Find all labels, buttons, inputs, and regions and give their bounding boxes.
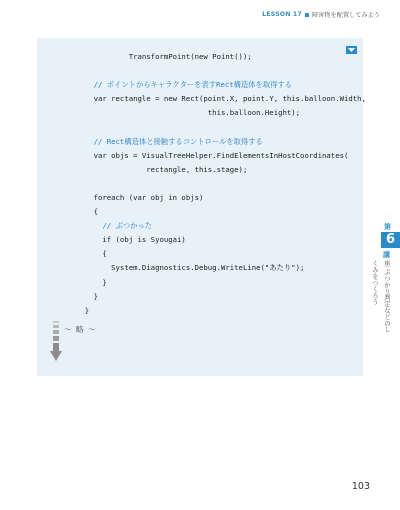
code-line: rectangle, this.stage); <box>76 164 248 174</box>
code-line: System.Diagnostics.Debug.WriteLine("あたり"); <box>76 263 305 273</box>
code-line: this.balloon.Height); <box>76 108 301 118</box>
omission-arrow-icon <box>50 321 62 365</box>
code-line: } <box>76 277 107 287</box>
code-comment: // ポイントからキャラクターを表すRect構造体を取得する <box>76 80 293 90</box>
code-comment: // Rect構造体と接触するコントロールを取得する <box>76 136 263 146</box>
code-line: { <box>76 249 107 259</box>
code-line: } <box>76 305 90 315</box>
page-number: 103 <box>351 481 370 492</box>
chapter-lecture: 講 <box>383 251 390 259</box>
code-line: if (obj is Syougai) <box>76 235 186 245</box>
code-line <box>76 64 366 78</box>
omitted-marker: ～ 略 ～ <box>64 325 97 334</box>
lesson-description: 障害物を配置してみよう <box>311 12 380 19</box>
code-line: var objs = VisualTreeHelper.FindElementsInHostCoordinates( <box>76 150 349 160</box>
code-line: foreach (var obj in objs) <box>76 192 204 202</box>
code-line: var rectangle = new Rect(point.X, point.Y, this.balloon.Width, <box>76 94 366 104</box>
code-line: } <box>76 291 98 301</box>
code-line: TransformPoint(new Point()); <box>76 52 252 61</box>
code-listing <box>37 38 366 376</box>
chapter-label: 第 <box>384 223 391 231</box>
running-header <box>262 10 380 19</box>
bullet-icon <box>305 13 309 17</box>
code-line <box>76 177 366 191</box>
chapter-number: 6 <box>381 232 400 248</box>
code-block <box>76 50 366 318</box>
chapter-tab <box>369 222 400 336</box>
lesson-label: LESSON 17 <box>262 11 302 18</box>
chapter-title: 座 ぶつかり判定などのしくみをつくろう <box>371 260 391 333</box>
code-line <box>76 120 366 134</box>
code-line: { <box>76 207 98 217</box>
code-comment: // ぶつかった <box>76 221 153 231</box>
